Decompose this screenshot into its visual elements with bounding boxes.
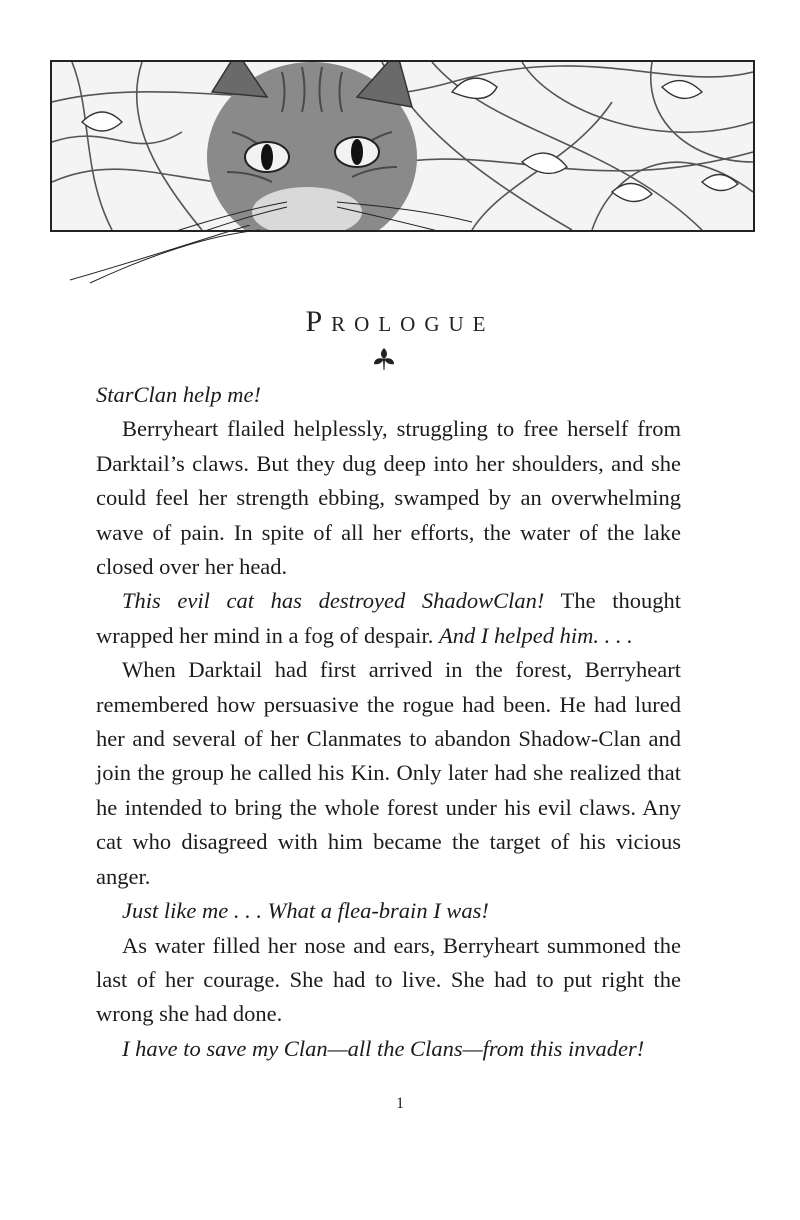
paragraph [96,1032,681,1066]
italic-thought: Just like me . . . What a flea-brain I was! [122,898,489,924]
whisker-lines [60,225,260,285]
paragraph [96,378,681,412]
prologue-body [96,378,681,1066]
paragraph: When Darktail had first arrived in the forest, Berryheart remembered how persuasive the rogue had been. He had lured her and several of her Clanmates to abandon Shadow-Clan and join the group he called his Kin. Only later had she realized that he intended to bring the whole forest under his evil claws. Any cat who disagreed with him became the target of his vicious anger. [96,657,681,889]
italic-thought: StarClan help me! [96,382,261,407]
paragraph-text: The thought wrapped her mind in a fog of despair. [96,588,681,648]
paragraph [96,584,681,653]
paragraph [96,894,681,928]
cat-illustration [52,62,753,230]
fleur-ornament-icon [371,346,397,372]
paragraph: As water filled her nose and ears, Berryheart summoned the last of her courage. She had to live. She had to put right the wrong she had done. [96,932,681,1027]
paragraph: Berryheart flailed helplessly, struggling to free herself from Darktail’s claws. But they dug deep into her shoulders, and she could feel her strength ebbing, swamped by an overwhelming wave of pain. In spite of all her efforts, the water of the lake closed over her head. [96,416,681,580]
italic-thought: This evil cat has destroyed ShadowClan! [122,588,545,614]
chapter-header-illustration [50,60,755,232]
chapter-title: Prologue [305,305,495,338]
italic-thought: I have to save my Clan—all the Clans—from this invader! [122,1035,645,1061]
italic-thought: And I helped him. . . . [439,622,633,648]
page-number: 1 [396,1095,404,1112]
